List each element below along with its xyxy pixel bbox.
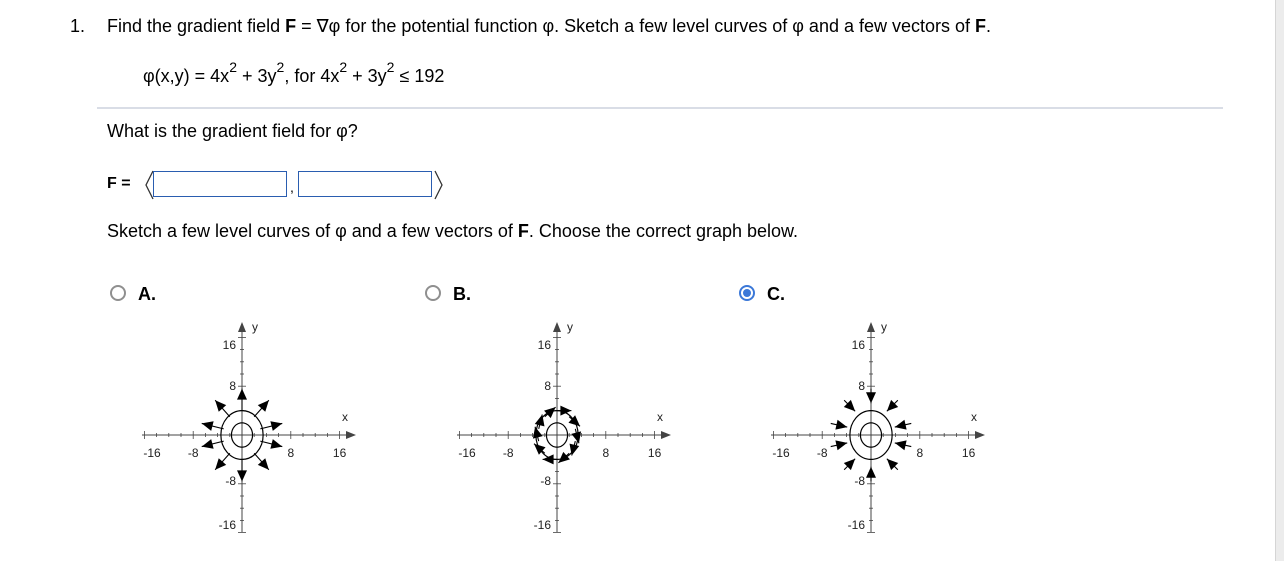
x-axis-label: x [657,410,663,424]
vector-arrowhead [835,440,847,450]
window-edge [1275,0,1284,561]
vector-arrowhead [895,440,907,450]
graph-a[interactable] [130,318,370,538]
exponent: 2 [386,59,395,75]
x-tick-label: -8 [187,446,199,460]
vector-arrowhead [543,454,554,464]
x-axis-arrowhead [346,431,356,439]
vector-arrowhead [533,427,543,439]
prompt-text-part: Sketch a few level curves of φ and a few vectors of [107,221,518,241]
y-tick-label: 8 [544,379,551,393]
vector-arrowhead [560,406,571,416]
vector-field-symbol: F [975,16,987,36]
question-text [107,16,991,37]
x-axis-label: x [342,410,348,424]
x-tick-label: 8 [916,446,924,460]
formula-part: + 3y [236,66,277,86]
x-tick-label: -16 [458,446,476,460]
y-axis-arrowhead [553,322,561,332]
exponent: 2 [229,59,237,75]
vector-arrowhead [571,431,581,443]
formula-part: , for 4x [284,66,340,86]
y-tick-label: 16 [222,338,236,352]
graph-b[interactable] [445,318,685,538]
y-tick-label: -8 [540,474,551,488]
x-axis-label: x [971,410,977,424]
vector-arrowhead [202,421,214,431]
x-axis-arrowhead [975,431,985,439]
y-axis-label: y [567,320,573,334]
prompt-text-part: . Choose the correct graph below. [528,221,799,241]
bracket-close-icon [433,170,445,200]
y-tick-label: 16 [851,338,865,352]
y-axis-label: y [881,320,887,334]
choice-a-label: A. [138,284,156,304]
answer-label: F = [107,175,131,192]
formula-part: ≤ 192 [394,66,445,86]
exponent: 2 [276,59,285,75]
gradient-x-component-input[interactable] [153,171,287,197]
x-tick-label: 16 [647,446,662,460]
y-tick-label: 8 [858,379,865,393]
x-axis-arrowhead [661,431,671,439]
vector-arrowhead [237,389,247,400]
vector-arrowhead [202,439,214,449]
vector-arrowhead [866,467,876,478]
y-tick-label: -16 [218,518,236,532]
component-separator: , [290,179,294,195]
vector-field-symbol: F [517,221,529,241]
x-tick-label: 8 [287,446,295,460]
vector-arrowhead [270,439,282,449]
x-tick-label: 16 [961,446,976,460]
vector-arrowhead [895,420,907,430]
vector-field-symbol: F [285,16,297,36]
y-tick-label: -16 [533,518,551,532]
y-tick-label: -8 [854,474,865,488]
graph-c[interactable] [759,318,999,538]
radio-icon[interactable] [425,285,441,301]
vector-arrowhead [866,392,876,403]
y-axis-label: y [252,320,258,334]
gradient-y-component-input[interactable] [298,171,432,197]
question-text-part: . [986,16,992,36]
y-axis-arrowhead [238,322,246,332]
choice-b-label: B. [453,284,471,304]
x-tick-label: -16 [772,446,790,460]
vector-arrowhead [270,421,282,431]
x-tick-label: 8 [602,446,610,460]
radio-icon[interactable] [739,285,755,301]
radio-icon[interactable] [110,285,126,301]
x-tick-label: 16 [332,446,347,460]
vector-arrowhead [835,420,847,430]
y-tick-label: 8 [229,379,236,393]
formula-part: φ(x,y) = 4x [143,66,230,86]
gradient-prompt: What is the gradient field for φ? [107,121,358,141]
x-tick-label: -8 [502,446,514,460]
y-tick-label: 16 [537,338,551,352]
y-axis-arrowhead [867,322,875,332]
potential-function-formula [143,59,445,87]
formula-part: + 3y [347,66,387,86]
choice-c-label: C. [767,284,785,304]
y-tick-label: -16 [847,518,865,532]
exponent: 2 [339,59,348,75]
y-tick-label: -8 [225,474,236,488]
question-number: 1. [70,16,86,36]
section-divider [97,107,1223,109]
question-text-part: = ∇φ for the potential function φ. Sketch a few level curves of φ and a few vectors of [296,16,976,36]
x-tick-label: -8 [816,446,828,460]
question-text-part: Find the gradient field [107,16,286,36]
graph-prompt [107,221,798,242]
vector-arrowhead [237,470,247,481]
x-tick-label: -16 [143,446,161,460]
